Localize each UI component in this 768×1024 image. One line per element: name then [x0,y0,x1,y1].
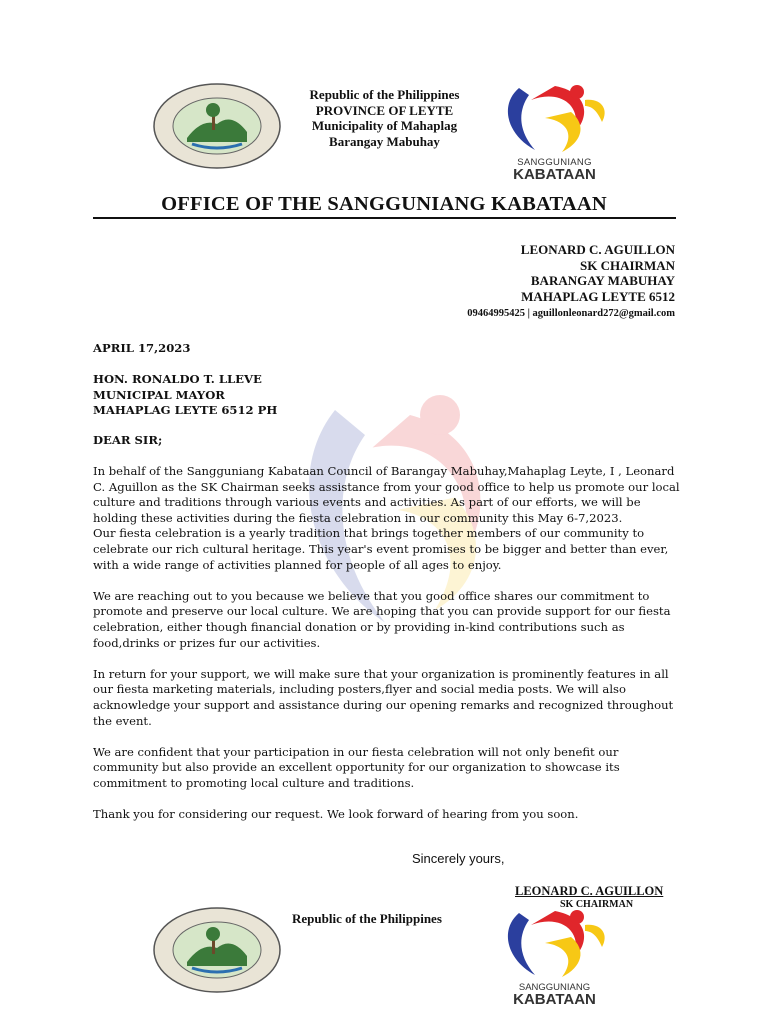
header-divider [93,217,676,219]
barangay-seal [152,82,282,174]
recipient-block [93,372,683,419]
header-line: Barangay Mabuhay [329,133,440,149]
header-line: Republic of the Philippines [309,87,460,102]
recipient-name: HON. RONALDO T. LLEVE [93,372,262,386]
signature-name: LEONARD C. AGUILLON [515,884,664,898]
footer-sk-logo-line1: SANGGUNIANG [518,982,591,993]
closing: Sincerely yours, [412,851,505,866]
sk-logo-line2: KABATAAN [513,166,596,183]
sender-name: LEONARD C. AGUILLON [520,242,675,257]
sk-logo [497,80,612,182]
office-title: OFFICE OF THE SANGGUNIANG KABATAAN [161,193,607,215]
barangay-seal-icon [152,906,282,994]
sender-title: SK CHAIRMAN [580,257,675,273]
sangguniang-kabataan-logo-icon [497,80,612,155]
sk-logo-line1: SANGGUNIANG [517,157,592,168]
letter-body [93,464,683,838]
body-paragraph: Thank you for considering our request. We look forward of hearing from you soon. [93,807,579,822]
sender-barangay: BARANGAY MABUHAY [530,273,675,288]
body-paragraph: In return for your support, we will make sure that your organization is prominently features in all our fiesta marketing materials, including posters,flyer and social media posts. We will also acknowledge your support and assistance during our opening remarks and recognized throughout the event. [93,666,674,728]
recipient-title: MUNICIPAL MAYOR [93,387,225,402]
header-address-block [292,87,477,149]
sender-block [467,242,675,322]
salutation: DEAR SIR; [93,433,163,447]
footer-barangay-seal [152,906,282,998]
footer-header-line: Republic of the Philippines [292,911,442,926]
body-paragraph: In behalf of the Sangguniang Kabataan Council of Barangay Mabuhay,Mahaplag Leyte, I , Leonard C. Aguillon as the SK Chairman seeks assistance from your good office to help us promote our local culture and traditions through various events and activities. As part of our efforts, we will be holding these activities during the fiesta celebration in our community this May 6-7,2023. [93,464,680,525]
signature-title: SK CHAIRMAN [560,899,634,910]
header-line: PROVINCE OF LEYTE [315,102,454,118]
body-paragraph: We are confident that your participation in our fiesta celebration will not only benefit our community but also provide an excellent opportunity for our organization to showcase its commitment to promoting local culture and traditions. [93,744,620,790]
footer-sk-logo-line2: KABATAAN [513,991,596,1008]
recipient-address: MAHAPLAG LEYTE 6512 PH [93,403,278,418]
body-paragraph: We are reaching out to you because we believe that you good office shares our commitment to promote and preserve our local culture. We are hoping that you can provide support for our fiesta celebration, either though financial donation or by providing in-kind contributions such as food,drinks or prizes fur our activities. [93,588,671,650]
footer-sk-logo [497,905,612,1007]
sangguniang-kabataan-logo-icon [497,905,612,980]
barangay-seal-icon [152,82,282,170]
letter-date: APRIL 17,2023 [93,341,191,355]
body-paragraph: Our fiesta celebration is a yearly tradition that brings together members of our community to celebrate our rich cultural heritage. This year's event promises to be bigger and better than ever, with a wide range of activities planned for people of all ages to enjoy. [93,526,669,572]
sender-contact: 09464995425 | aguillonleonard272@gmail.com [467,308,675,319]
header-line: Municipality of Mahaplag [311,118,458,133]
sender-address: MAHAPLAG LEYTE 6512 [521,288,675,304]
